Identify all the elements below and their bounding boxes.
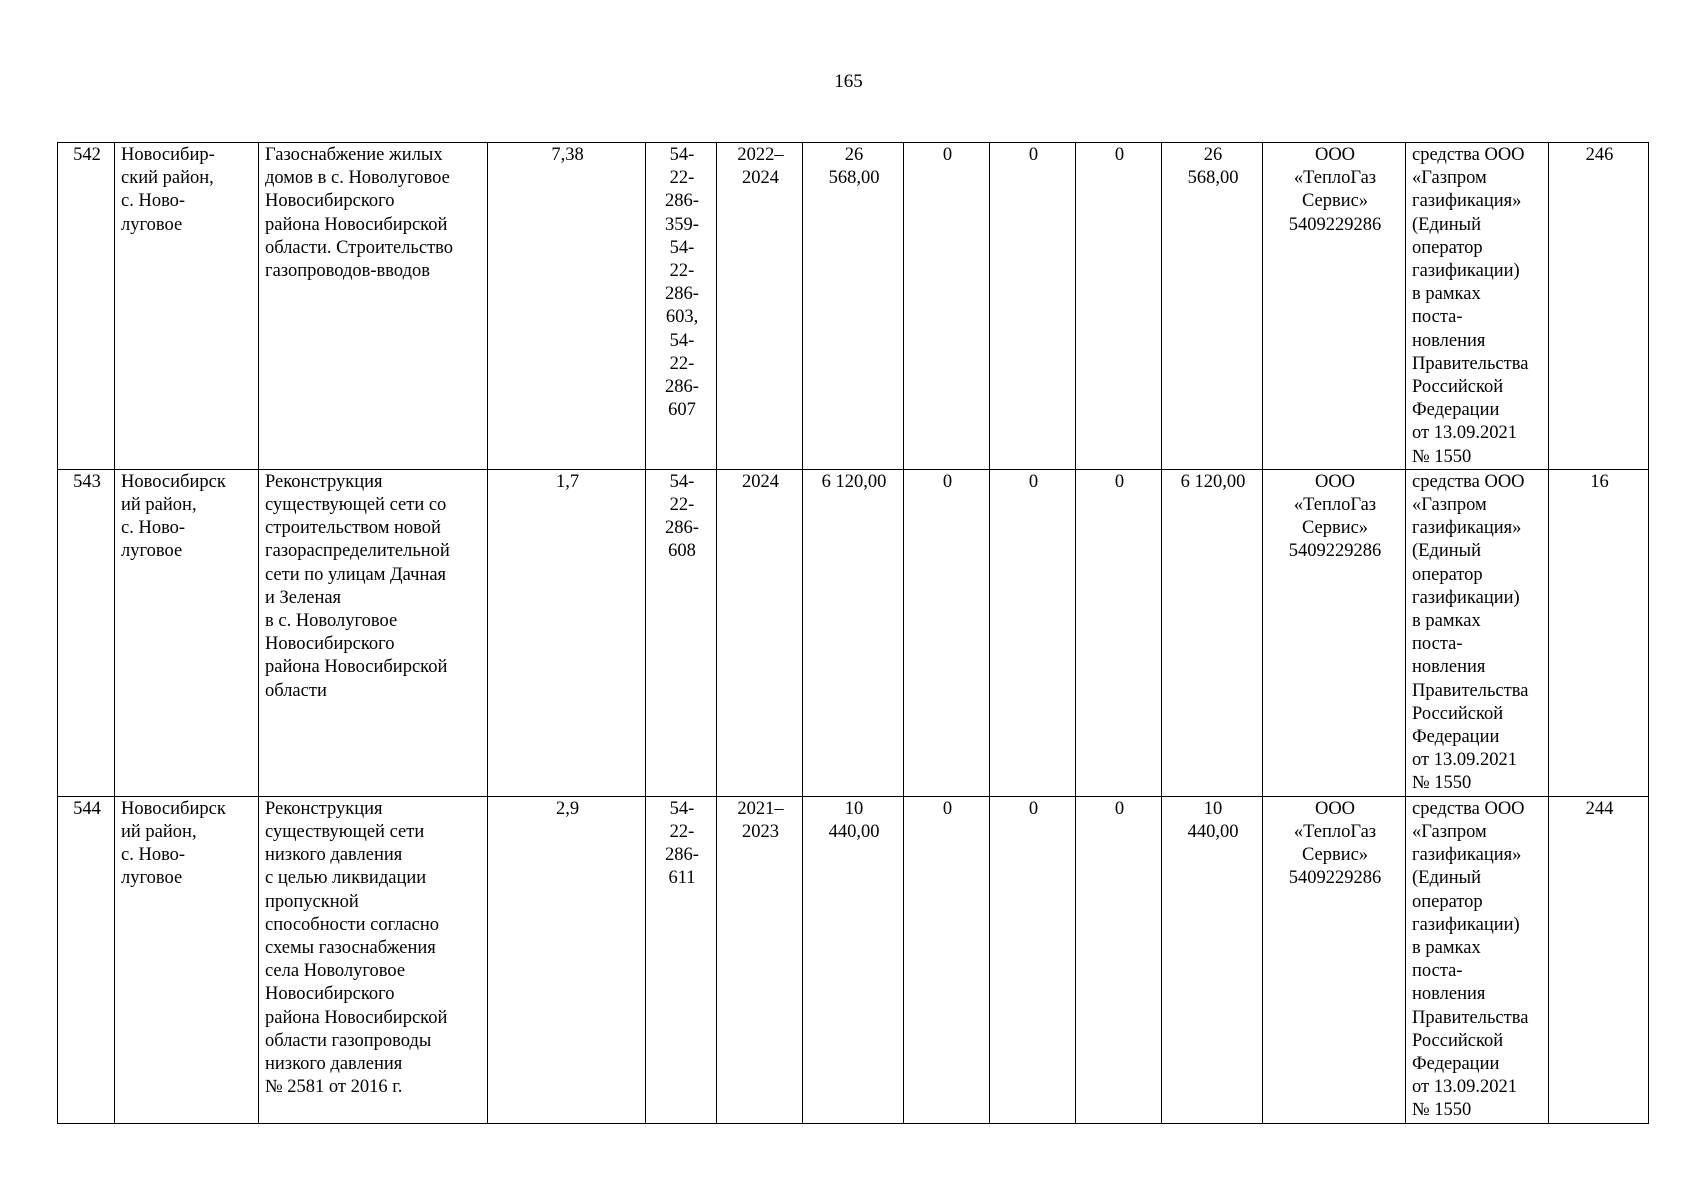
funding-source-cell: средства ООО «Газпром газификация» (Единый оператор газификации) в рамках поста- новления Правительства Российской Федерации от 13.09.2021 № 1550	[1406, 469, 1549, 796]
last-column-cell: 16	[1549, 469, 1649, 796]
district-cell: Новосибирск ий район, с. Ново- луговое	[115, 469, 259, 796]
length-cell: 2,9	[488, 796, 646, 1123]
row-number: 542	[58, 143, 115, 470]
district-cell: Новосибир- ский район, с. Ново- луговое	[115, 143, 259, 470]
row-number: 543	[58, 469, 115, 796]
description-cell: Газоснабжение жилых домов в с. Новолуговое Новосибирского района Новосибирской области. Строительство газопроводов-вводов	[259, 143, 488, 470]
value-cell: 0	[904, 143, 990, 470]
total-cost-cell: 6 120,00	[803, 469, 904, 796]
value-cell: 0	[990, 796, 1076, 1123]
last-column-cell: 246	[1549, 143, 1649, 470]
value-cell: 0	[904, 469, 990, 796]
gas-projects-table	[57, 142, 1649, 1124]
page-number: 165	[834, 71, 863, 92]
operator-cell: ООО «ТеплоГаз Сервис» 5409229286	[1263, 796, 1406, 1123]
funding-source-cell: средства ООО «Газпром газификация» (Единый оператор газификации) в рамках поста- новления Правительства Российской Федерации от 13.09.2021 № 1550	[1406, 143, 1549, 470]
length-cell: 1,7	[488, 469, 646, 796]
other-sources-cell: 10 440,00	[1162, 796, 1263, 1123]
operator-cell: ООО «ТеплоГаз Сервис» 5409229286	[1263, 143, 1406, 470]
value-cell: 0	[1076, 796, 1162, 1123]
other-sources-cell: 6 120,00	[1162, 469, 1263, 796]
other-sources-cell: 26 568,00	[1162, 143, 1263, 470]
period-cell: 2024	[717, 469, 803, 796]
total-cost-cell: 10 440,00	[803, 796, 904, 1123]
operator-cell: ООО «ТеплоГаз Сервис» 5409229286	[1263, 469, 1406, 796]
last-column-cell: 244	[1549, 796, 1649, 1123]
value-cell: 0	[1076, 143, 1162, 470]
table-row	[58, 469, 1649, 796]
length-cell: 7,38	[488, 143, 646, 470]
value-cell: 0	[990, 469, 1076, 796]
codes-cell: 54- 22- 286- 608	[646, 469, 717, 796]
total-cost-cell: 26 568,00	[803, 143, 904, 470]
table-row	[58, 143, 1649, 470]
period-cell: 2021– 2023	[717, 796, 803, 1123]
district-cell: Новосибирск ий район, с. Ново- луговое	[115, 796, 259, 1123]
period-cell: 2022– 2024	[717, 143, 803, 470]
description-cell: Реконструкция существующей сети со строительством новой газораспределительной сети по улицам Дачная и Зеленая в с. Новолуговое Новосибирского района Новосибирской области	[259, 469, 488, 796]
codes-cell: 54- 22- 286- 611	[646, 796, 717, 1123]
value-cell: 0	[904, 796, 990, 1123]
row-number: 544	[58, 796, 115, 1123]
value-cell: 0	[990, 143, 1076, 470]
codes-cell: 54- 22- 286- 359- 54- 22- 286- 603, 54- 22- 286- 607	[646, 143, 717, 470]
value-cell: 0	[1076, 469, 1162, 796]
description-cell: Реконструкция существующей сети низкого давления с целью ликвидации пропускной способности согласно схемы газоснабжения села Новолуговое Новосибирского района Новосибирской области газопроводы низкого давления № 2581 от 2016 г.	[259, 796, 488, 1123]
funding-source-cell: средства ООО «Газпром газификация» (Единый оператор газификации) в рамках поста- новления Правительства Российской Федерации от 13.09.2021 № 1550	[1406, 796, 1549, 1123]
table-row	[58, 796, 1649, 1123]
